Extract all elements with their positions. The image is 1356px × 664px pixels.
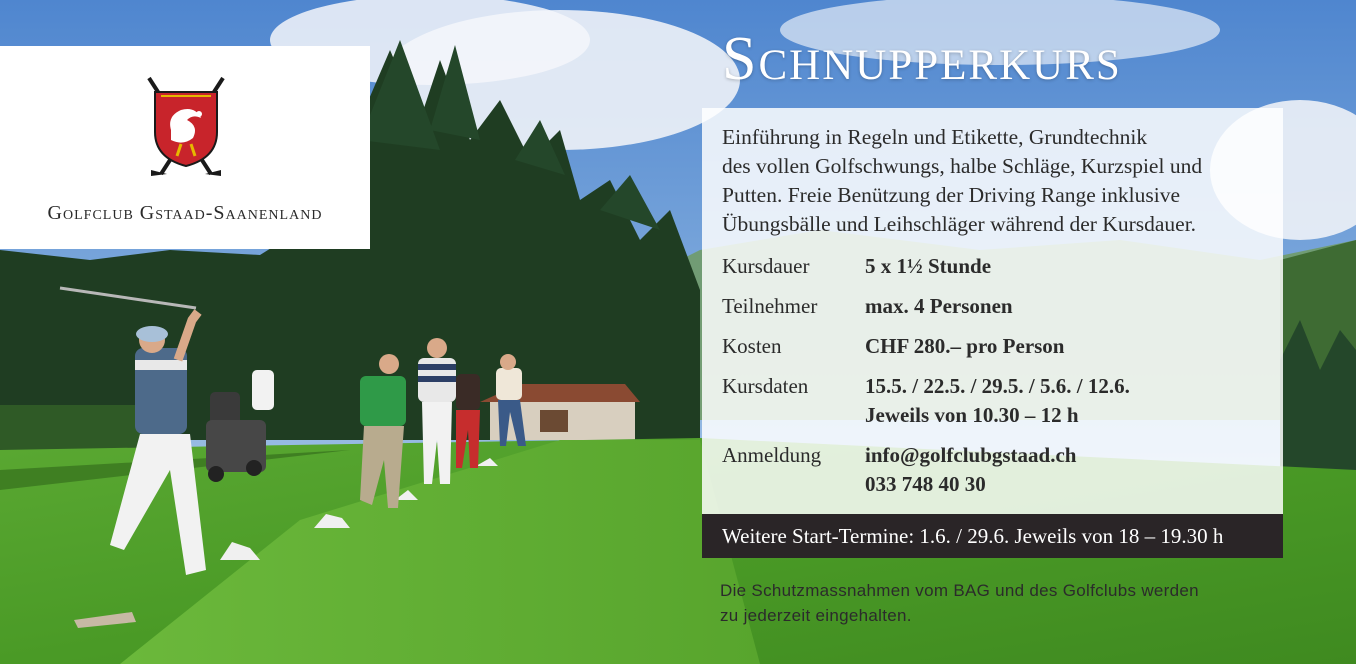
detail-label: Anmeldung [722,443,822,467]
detail-label: Teilnehmer [722,294,818,318]
intro-line: des vollen Golfschwungs, halbe Schläge, Kurzspiel und [722,154,1203,178]
logo-card [0,46,370,249]
notice-line: Die Schutzmassnahmen vom BAG und des Golfclubs werden [720,581,1199,600]
detail-label: Kosten [722,334,782,358]
detail-value: 5 x 1½ Stunde [865,254,992,278]
detail-value: CHF 280.– pro Person [865,334,1065,358]
phone-number: 033 748 40 30 [865,472,986,496]
golf-club-crest-icon [141,74,231,182]
detail-label: Kursdauer [722,254,810,278]
intro-line: Einführung in Regeln und Etikette, Grundtechnik [722,125,1148,149]
ad-title: Schnupperkurs [722,25,1122,93]
notice-line: zu jederzeit eingehalten. [720,606,912,625]
detail-label: Kursdaten [722,374,809,398]
email-link[interactable]: info@golfclubgstaad.ch [865,443,1077,467]
intro-line: Übungsbälle und Leihschläger während der Kursdauer. [722,212,1197,236]
safety-notice [720,578,1300,628]
info-panel [702,108,1283,514]
start-dates-text: Weitere Start-Termine: 1.6. / 29.6. Jeweils von 18 – 19.30 h [722,524,1224,548]
start-dates-bar [702,514,1283,558]
detail-value: 15.5. / 22.5. / 29.5. / 5.6. / 12.6. [865,374,1130,398]
intro-line: Putten. Freie Benützung der Driving Range inklusive [722,183,1180,207]
detail-value-2: Jeweils von 10.30 – 12 h [865,403,1079,427]
intro-text [722,123,1282,239]
club-name: Golfclub Gstaad-Saanenland [47,202,323,224]
detail-value: max. 4 Personen [865,294,1013,318]
